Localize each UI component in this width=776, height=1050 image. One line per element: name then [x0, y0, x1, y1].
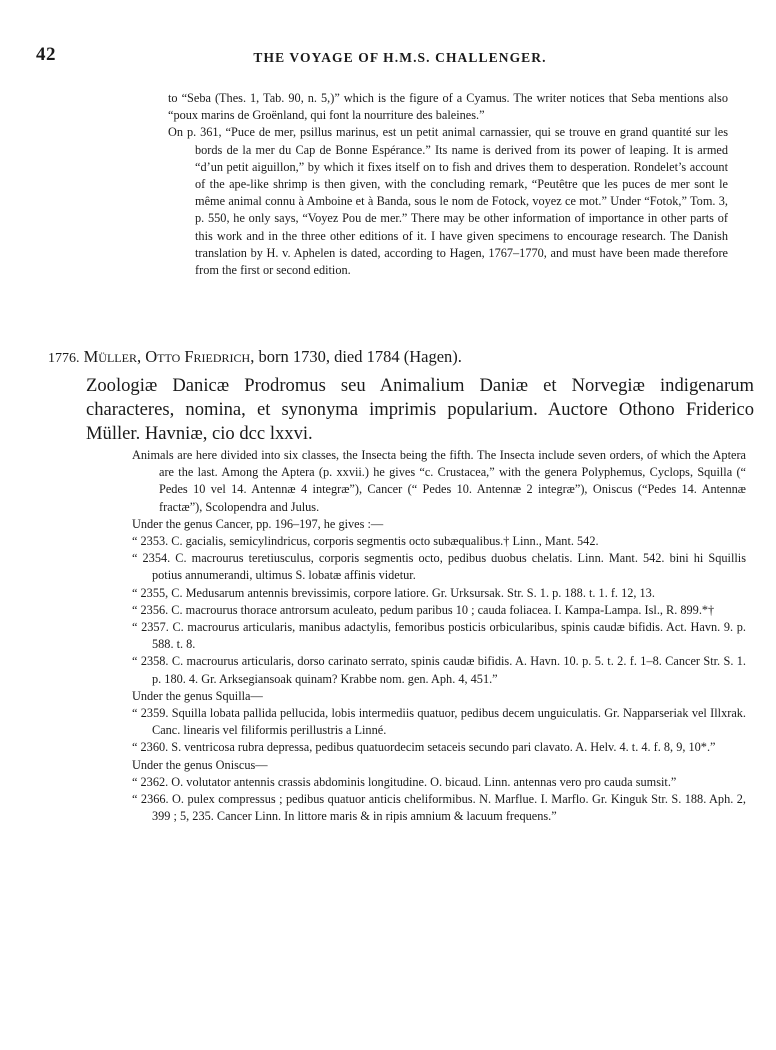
work-title-line-1: Zoologiæ Danicæ Prodromus seu Animalium Daniæ et Norvegiæ indigenarum — [86, 375, 754, 396]
species-item: “ 2353. C. gacialis, semicylindricus, corporis segmentis octo subæqualibus.† Linn., Mant. 542. — [132, 534, 599, 549]
continuation-paragraph-1: to “Seba (Thes. 1, Tab. 90, n. 5,)” which is the figure of a Cyamus. The writer notices that Seba mentions also “poux marins de Groënland, qui font la nourriture des baleines.” — [168, 91, 728, 123]
species-item: “ 2354. C. macrourus teretiusculus, corporis segmentis octo, pedibus duobus chelatis. Linn. Mant. 542. bini hi Squillis potius annumerandi, ultimus S. lobatæ affinis videtur. — [132, 551, 746, 583]
species-item: “ 2355, C. Medusarum antennis brevissimis, corpore latiore. Gr. Urksursak. Str. S. 1. p. 188. t. 1. f. 12, 13. — [132, 585, 655, 600]
genus-squilla-heading: Under the genus Squilla— — [132, 688, 263, 703]
continuation-text — [168, 90, 728, 279]
entry-intro: Animals are here divided into six classes, the Insecta being the fifth. The Insecta include seven orders, of which the Aptera are the last. Among the Aptera (p. xxvii.) he gives “c. Crustacea,” with the genera Polyphemus, Cyclops, Squilla (“ Pedes 10 vel 14. Antennæ 4 integræ”), Cancer (“ Pedes 10. Antennæ 2 integræ”), Oniscus (“Pedes 14. Antennæ fractæ”), Scolopendra and Julus. — [132, 448, 746, 514]
species-item: “ 2360. S. ventricosa rubra depressa, pedibus quatuordecim setaceis secundo pari clavato. A. Helv. 4. t. 4. f. 8, 9, 10*.” — [132, 740, 716, 755]
work-title-line-2: characteres, nomina, et synonyma imprimis popularium. Auctore Othono Friderico — [86, 399, 754, 420]
genus-oniscus-heading: Under the genus Oniscus— — [132, 757, 268, 772]
entry-life-dates: born 1730, died 1784 (Hagen). — [258, 347, 462, 366]
entry-body — [132, 447, 746, 825]
genus-cancer-heading: Under the genus Cancer, pp. 196–197, he gives :— — [132, 516, 384, 531]
entry-year: 1776. — [48, 351, 80, 366]
page-number: 42 — [36, 44, 56, 65]
species-item: “ 2357. C. macrourus articularis, manibus adactylis, femoribus posticis orbicularibus, spinis caudæ bifidis. Act. Havn. 9. p. 588. t. 8. — [132, 620, 746, 652]
species-item: “ 2358. C. macrourus articularis, dorso carinato serrato, spinis caudæ bifidis. A. Havn. 10. p. 5. t. 2. f. 1–8. Cancer Str. S. 1. p. 180. 4. Gr. Arksegiansoak quinam? Krabbe nom. gen. Aph. 4, 451.” — [132, 654, 746, 686]
work-title-line-3: Müller. Havniæ, cio dcc lxxvi. — [86, 423, 313, 444]
species-item: “ 2362. O. volutator antennis crassis abdominis longitudine. O. bicaud. Linn. antennas vero pro cauda sumsit.” — [132, 774, 677, 789]
species-item: “ 2356. C. macrourus thorace antrorsum aculeato, pedum paribus 10 ; cauda foliacea. I. Kampa-Lampa. Isl., R. 899.*† — [132, 602, 715, 617]
entry-author: Müller, Otto Friedrich, — [83, 347, 255, 366]
work-title — [86, 374, 754, 446]
continuation-paragraph-2: On p. 361, “Puce de mer, psillus marinus, est un petit animal carnassier, qui se trouve en grand quantité sur les bords de la mer du Cap de Bonne Espérance.” Its name is derived from its power of leaping. It is armed “d’un petit aiguillon,” by which it fixes itself on to fish and drives them to desperation. Rondelet’s account of the ape-like shrimp is then given, with the concluding remark, “Peutêtre que les puces de mer sont le même animal connu à Amboine et à Banda, sous le nom de Fotock, voyez ce mot.” Under “Fotok,” Tom. 3, p. 550, he only says, “Voyez Pou de mer.” There may be other information of importance in other parts of this work and in the three other editions of it. I have given specimens to encourage research. The Danish translation by H. v. Aphelen is dated, according to Hagen, 1767–1770, and must have been made therefore from the first or second edition. — [168, 125, 728, 278]
species-item: “ 2359. Squilla lobata pallida pellucida, lobis intermediis quatuor, pedibus decem unguiculatis. Gr. Napparseriak vel Illxrak. Canc. linearis vel filiformis perillustris a Linné. — [132, 706, 746, 738]
entry-heading — [48, 346, 738, 369]
running-title: THE VOYAGE OF H.M.S. CHALLENGER. — [253, 50, 547, 65]
species-item: “ 2366. O. pulex compressus ; pedibus quatuor anticis cheliformibus. N. Marflue. I. Marflo. Gr. Kinguk Str. S. 188. Aph. 2, 399 ; 5, 235. Cancer Linn. In littore maris & in ripis amnium & lacuum frequens.” — [132, 792, 746, 824]
